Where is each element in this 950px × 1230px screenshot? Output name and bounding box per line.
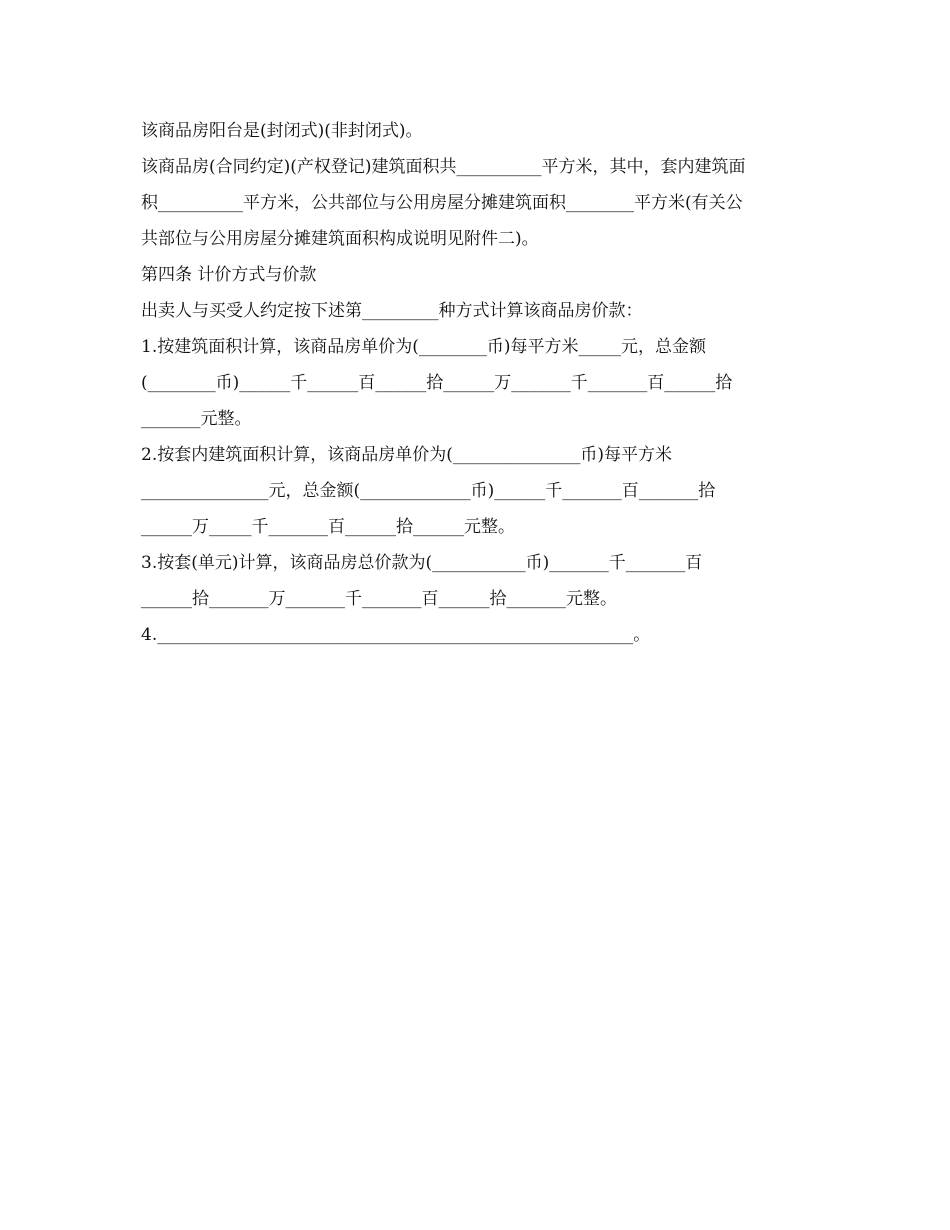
- text-line-area-3: 共部位与公用房屋分摊建筑面积构成说明见附件二)。: [141, 229, 539, 249]
- text-line-method-3a: 3.按套(单元)计算，该商品房总价款为(___________币)_______千_______百: [141, 553, 703, 573]
- text-line-method-2c: ______万_____千_______百______拾______元整。: [141, 517, 515, 537]
- text-line-method-choice: 出卖人与买受人约定按下述第_________种方式计算该商品房价款：: [141, 301, 643, 321]
- text-line-balcony: 该商品房阳台是(封闭式)(非封闭式)。: [141, 121, 423, 141]
- text-line-area-2: 积__________平方米，公共部位与公用房屋分摊建筑面积________平方米(有关公: [141, 193, 743, 213]
- text-line-method-4: 4.________________________________________________________。: [141, 625, 651, 645]
- text-line-method-1a: 1.按建筑面积计算，该商品房单价为(________币)每平方米_____元，总金额: [141, 337, 706, 357]
- text-line-method-2a: 2.按套内建筑面积计算，该商品房单价为(_______________币)每平方米: [141, 445, 672, 465]
- text-line-method-3b: ______拾_______万_______千_______百______拾_______元整。: [141, 589, 617, 609]
- section-heading-article-4: 第四条 计价方式与价款: [141, 265, 317, 285]
- text-line-method-1b: (________币)______千______百______拾______万_______千_______百______拾: [141, 373, 733, 393]
- text-line-method-2b: _______________元，总金额(_____________币)______千_______百_______拾: [141, 481, 716, 501]
- text-line-method-1c: _______元整。: [141, 409, 252, 429]
- text-line-area-1: 该商品房(合同约定)(产权登记)建筑面积共__________平方米，其中，套内建筑面: [141, 157, 746, 177]
